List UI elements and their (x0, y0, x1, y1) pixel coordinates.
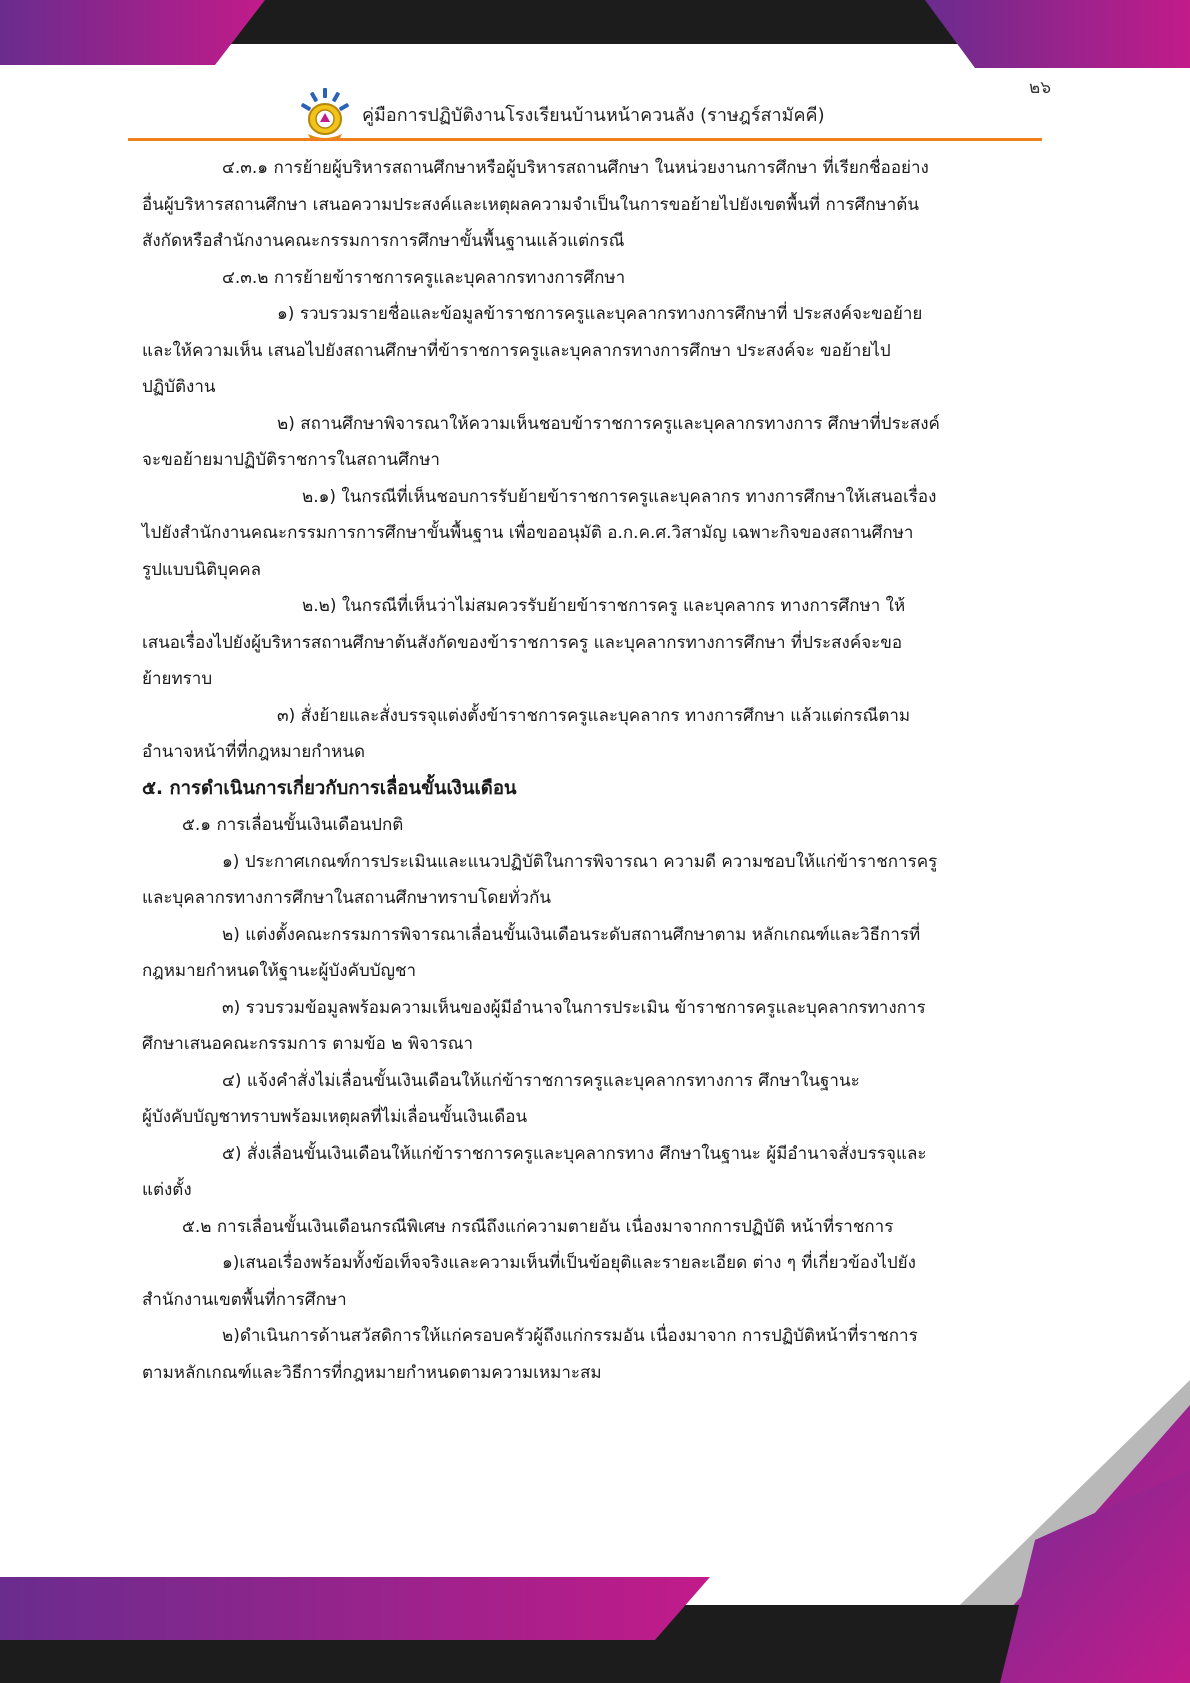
text-line: ๓) รวบรวมข้อมูลพร้อมความเห็นของผู้มีอำนาจในการประเมิน ข้าราชการครูและบุคลากรทางการ (222, 997, 926, 1018)
text-line: ผู้บังคับบัญชาทราบพร้อมเหตุผลที่ไม่เลื่อนขั้นเงินเดือน (142, 1107, 528, 1127)
subheading-5-2: ๕.๒ การเลื่อนขั้นเงินเดือนกรณีพิเศษ กรณีถึงแก่ความตายอัน เนื่องมาจากการปฏิบัติ หน้าที่ราชการ (182, 1216, 894, 1237)
subheading-5-1: ๕.๑ การเลื่อนขั้นเงินเดือนปกติ (182, 815, 404, 835)
paragraph-item-2-2 (142, 588, 1042, 698)
paragraph-5-1-item-4 (142, 1063, 1042, 1136)
text-line: อำนาจหน้าที่ที่กฎหมายกำหนด (142, 742, 366, 762)
text-line: แต่งตั้ง (142, 1180, 192, 1200)
text-line: และให้ความเห็น เสนอไปยังสถานศึกษาที่ข้าราชการครูและบุคลากรทางการศึกษา ประสงค์จะ ขอย้ายไป (142, 340, 891, 361)
paragraph-4-3-1 (142, 150, 1042, 260)
document-header (300, 86, 860, 142)
text-line: ศึกษาเสนอคณะกรรมการ ตามข้อ ๒ พิจารณา (142, 1034, 474, 1054)
text-line: สังกัดหรือสำนักงานคณะกรรมการการศึกษาขั้นพื้นฐานแล้วแต่กรณี (142, 231, 625, 251)
paragraph-item-1 (142, 296, 1042, 406)
text-line: ๓) สั่งย้ายและสั่งบรรจุแต่งตั้งข้าราชการครูและบุคลากร ทางการศึกษา แล้วแต่กรณีตาม (277, 705, 911, 726)
text-line: ๒) สถานศึกษาพิจารณาให้ความเห็นชอบข้าราชการครูและบุคลากรทางการ ศึกษาที่ประสงค์ (277, 413, 940, 434)
paragraph-5-1-item-2 (142, 917, 1042, 990)
paragraph-5-2-item-2 (142, 1318, 1042, 1391)
document-body (142, 150, 1042, 1391)
text-line: ๕) สั่งเลื่อนขั้นเงินเดือนให้แก่ข้าราชการครูและบุคลากรทาง ศึกษาในฐานะ ผู้มีอำนาจสั่งบรรจุและ (222, 1143, 927, 1164)
text-line: กฎหมายกำหนดให้ฐานะผู้บังคับบัญชา (142, 961, 417, 981)
paragraph-4-3-2: ๔.๓.๒ การย้ายข้าราชการครูและบุคลากรทางการศึกษา (222, 267, 626, 288)
section-heading-5: ๕. การดำเนินการเกี่ยวกับการเลื่อนขั้นเงินเดือน (142, 777, 517, 799)
text-line: ๒.๑) ในกรณีที่เห็นชอบการรับย้ายข้าราชการครูและบุคลากร ทางการศึกษาให้เสนอเรื่อง (302, 486, 937, 507)
text-line: จะขอย้ายมาปฏิบัติราชการในสถานศึกษา (142, 450, 440, 470)
text-line: ตามหลักเกณฑ์และวิธีการที่กฎหมายกำหนดตามความเหมาะสม (142, 1362, 602, 1383)
text-line: ๑) รวบรวมรายชื่อและข้อมูลข้าราชการครูและบุคลากรทางการศึกษาที่ ประสงค์จะขอย้าย (277, 304, 923, 324)
text-line: ไปยังสำนักงานคณะกรรมการการศึกษาขั้นพื้นฐาน เพื่อขออนุมัติ อ.ก.ค.ศ.วิสามัญ เฉพาะกิจของสถานศึกษา (142, 523, 914, 543)
text-line: สำนักงานเขตพื้นที่การศึกษา (142, 1289, 347, 1310)
text-line: เสนอเรื่องไปยังผู้บริหารสถานศึกษาต้นสังกัดของข้าราชการครู และบุคลากรทางการศึกษา ที่ประสงค์จะขอ (142, 632, 903, 653)
text-line: อื่นผู้บริหารสถานศึกษา เสนอความประสงค์และเหตุผลความจำเป็นในการขอย้ายไปยังเขตพื้นที่ การศึกษาต้น (142, 194, 919, 215)
top-left-gradient (0, 0, 265, 65)
text-line: ย้ายทราบ (142, 669, 213, 689)
text-line: ๒) แต่งตั้งคณะกรรมการพิจารณาเลื่อนขั้นเงินเดือนระดับสถานศึกษาตาม หลักเกณฑ์และวิธีการที่ (222, 924, 921, 945)
paragraph-5-1-item-1 (142, 844, 1042, 917)
text-line: ปฏิบัติงาน (142, 377, 216, 397)
text-line: ๑) ประกาศเกณฑ์การประเมินและแนวปฏิบัติในการพิจารณา ความดี ความชอบให้แก่ข้าราชการครู (222, 851, 938, 872)
paragraph-item-2-1 (142, 479, 1042, 589)
text-line: ๒)ดำเนินการด้านสวัสดิการให้แก่ครอบครัวผู้ถึงแก่กรรมอัน เนื่องมาจาก การปฏิบัติหน้าที่ราชการ (222, 1326, 918, 1346)
paragraph-5-2-item-1 (142, 1245, 1042, 1318)
bottom-gradient-band (0, 1577, 710, 1640)
text-line: ๑)เสนอเรื่องพร้อมทั้งข้อเท็จจริงและความเห็นที่เป็นข้อยุติและรายละเอียด ต่าง ๆ ที่เกี่ยวข้องไปยัง (222, 1253, 916, 1273)
text-line: รูปแบบนิติบุคคล (142, 559, 262, 580)
text-line: ๔) แจ้งคำสั่งไม่เลื่อนขั้นเงินเดือนให้แก่ข้าราชการครูและบุคลากรทางการ ศึกษาในฐานะ (222, 1070, 860, 1091)
paragraph-item-3 (142, 698, 1042, 771)
school-emblem-icon (300, 86, 350, 142)
top-right-gradient (925, 0, 1190, 68)
paragraph-5-1-item-3 (142, 990, 1042, 1063)
text-line: ๒.๒) ในกรณีที่เห็นว่าไม่สมควรรับย้ายข้าราชการครู และบุคลากร ทางการศึกษา ให้ (302, 596, 906, 616)
paragraph-5-1-item-5 (142, 1136, 1042, 1209)
header-divider (128, 138, 1042, 141)
paragraph-item-2 (142, 406, 1042, 479)
page-number: ๒๖ (1029, 78, 1051, 98)
text-line: และบุคลากรทางการศึกษาในสถานศึกษาทราบโดยทั่วกัน (142, 888, 551, 908)
text-line: ๔.๓.๑ การย้ายผู้บริหารสถานศึกษาหรือผู้บริหารสถานศึกษา ในหน่วยงานการศึกษา ที่เรียกชื่ออย่าง (222, 158, 929, 178)
header-title: คู่มือการปฏิบัติงานโรงเรียนบ้านหน้าควนลัง (ราษฎร์สามัคคี) (362, 104, 825, 126)
